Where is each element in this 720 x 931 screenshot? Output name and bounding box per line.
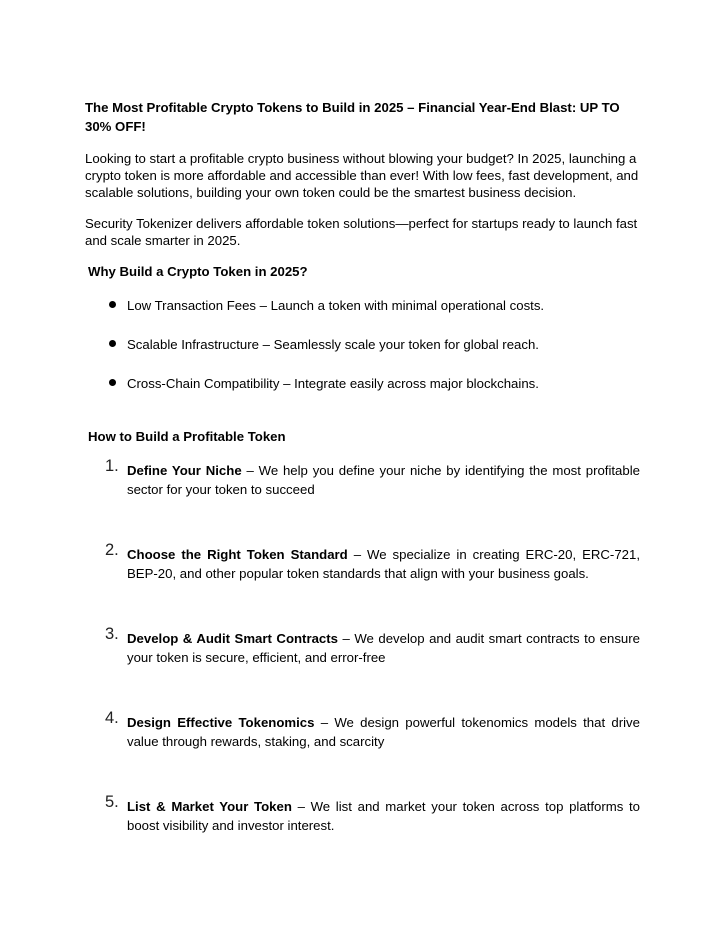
bullet-text: Scalable Infrastructure – Seamlessly scale your token for global reach. [127, 337, 539, 352]
step-number: 5. [105, 793, 119, 811]
step-number: 4. [105, 709, 119, 727]
why-heading: Why Build a Crypto Token in 2025? [88, 264, 308, 279]
step-item [85, 625, 640, 713]
bullet-dot-icon [109, 301, 116, 308]
step-description: – We specialize in creating ERC-20, ERC-721, BEP-20, and other popular token standards that align with your business goals. [127, 547, 640, 581]
bullet-dot-icon [109, 379, 116, 386]
document-title: The Most Profitable Crypto Tokens to Build in 2025 – Financial Year-End Blast: UP TO 30% OFF! [85, 100, 620, 134]
step-title: List & Market Your Token [127, 799, 292, 814]
why-bullet-list [85, 297, 640, 392]
step-description: – We list and market your token across top platforms to boost visibility and investor interest. [127, 799, 641, 833]
step-title: Choose the Right Token Standard [127, 547, 348, 562]
bullet-text: Low Transaction Fees – Launch a token with minimal operational costs. [127, 298, 545, 313]
intro-paragraph: Looking to start a profitable crypto business without blowing your budget? In 2025, launching a crypto token is more affordable and accessible than ever! With low fees, fast development, and scalable solutions, building your own token could be the smartest business decision. [85, 151, 639, 200]
step-title: Design Effective Tokenomics [127, 715, 315, 730]
step-item [85, 709, 640, 797]
why-bullet-item [85, 297, 640, 314]
bullet-text: Cross-Chain Compatibility – Integrate easily across major blockchains. [127, 376, 539, 391]
step-number: 3. [105, 625, 119, 643]
steps-list [85, 457, 641, 881]
step-number: 1. [105, 457, 119, 475]
step-description: – We help you define your niche by identifying the most profitable sector for your token to succeed [127, 463, 640, 497]
step-number: 2. [105, 541, 119, 559]
intro-paragraph: Security Tokenizer delivers affordable token solutions—perfect for startups ready to launch fast and scale smarter in 2025. [85, 216, 638, 248]
why-bullet-item [85, 375, 640, 392]
step-item [85, 541, 640, 629]
step-item [85, 457, 640, 545]
step-title: Define Your Niche [127, 463, 242, 478]
step-description: – We design powerful tokenomics models that drive value through rewards, staking, and scarcity [127, 715, 640, 749]
how-heading: How to Build a Profitable Token [88, 429, 286, 444]
why-bullet-item [85, 336, 640, 353]
document-page [85, 98, 640, 881]
step-description: – We develop and audit smart contracts to ensure your token is secure, efficient, and error-free [127, 631, 640, 665]
step-title: Develop & Audit Smart Contracts [127, 631, 338, 646]
bullet-dot-icon [109, 340, 116, 347]
step-item [85, 793, 641, 881]
